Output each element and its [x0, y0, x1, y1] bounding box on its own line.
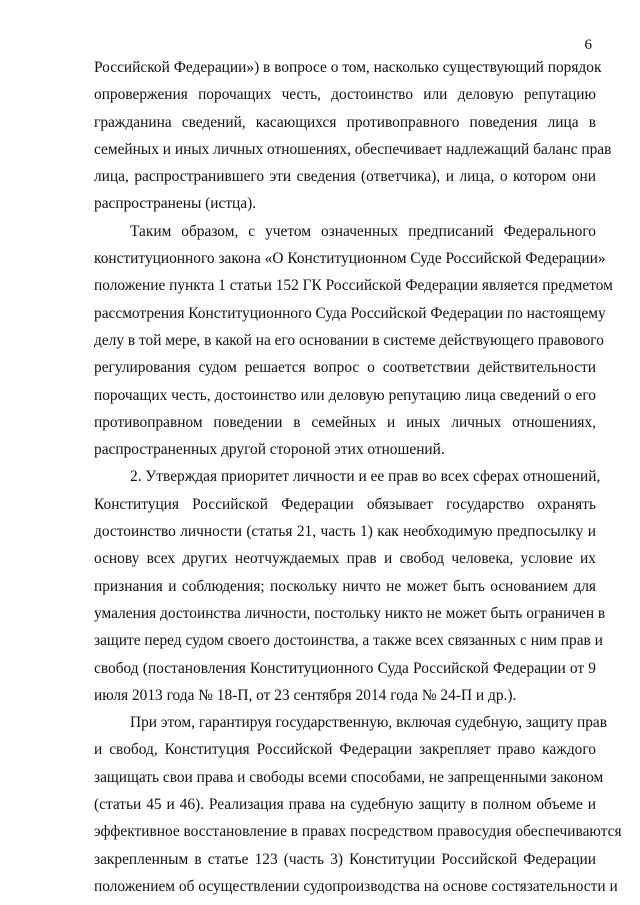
text-line: лица, распространившего эти сведения (ответчика), и лица, о котором они	[94, 168, 596, 186]
paragraph-1	[94, 54, 612, 218]
text-line: (статьи 45 и 46). Реализация права на судебную защиту в полном объеме и	[94, 796, 596, 814]
text-line: 2. Утверждая приоритет личности и ее прав во всех сферах отношений,	[130, 468, 601, 486]
text-line: защите перед судом своего достоинства, а также всех связанных с ним прав и	[94, 632, 603, 650]
text-line: распространены (истца).	[94, 195, 257, 213]
text-line: достоинство личности (статья 21, часть 1) как необходимую предпосылку и	[94, 523, 596, 541]
paragraph-3	[94, 463, 606, 709]
text-line: конституционного закона «О Конституционном Суде Российской Федерации»	[94, 250, 606, 268]
text-line: рассмотрения Конституционного Суда Российской Федерации по настоящему	[94, 304, 606, 322]
text-line: порочащих честь, достоинство или деловую репутацию лица сведений о его	[94, 386, 596, 404]
text-line: регулирования судом решается вопрос о соответствии действительности	[94, 359, 596, 377]
text-line: семейных и иных личных отношениях, обеспечивает надлежащий баланс прав	[94, 140, 612, 158]
paragraph-2	[94, 218, 613, 464]
text-line: июля 2013 года № 18-П, от 23 сентября 2014 года № 24-П и др.).	[94, 686, 517, 704]
text-line: основу всех других неотчуждаемых прав и свобод человека, условие их	[94, 550, 596, 568]
text-line: Российской Федерации») в вопросе о том, насколько существующий порядок	[94, 59, 602, 76]
text-line: При этом, гарантируя государственную, включая судебную, защиту прав	[130, 714, 608, 732]
text-line: положением об осуществлении судопроизводства на основе состязательности и	[94, 877, 618, 895]
text-line: положение пункта 1 статьи 152 ГК Российской Федерации является предметом	[94, 277, 613, 295]
text-line: признания и соблюдения; поскольку ничто не может быть основанием для	[94, 577, 596, 595]
text-line: противоправном поведении в семейных и иных личных отношениях,	[94, 413, 596, 431]
text-line: и свобод, Конституция Российской Федерации закрепляет право каждого	[94, 741, 596, 759]
text-line: защищать свои права и свободы всеми способами, не запрещенными законом	[94, 768, 604, 786]
text-line: опровержения порочащих честь, достоинство или деловую репутацию	[94, 86, 596, 104]
paragraph-4	[94, 709, 622, 900]
text-line: Таким образом, с учетом означенных предписаний Федерального	[130, 222, 596, 240]
text-line: свобод (постановления Конституционного Суда Российской Федерации от 9	[94, 659, 596, 677]
text-line: распространенных другой стороной этих отношений.	[94, 441, 445, 459]
text-line: Конституция Российской Федерации обязывает государство охранять	[94, 495, 596, 513]
text-line: эффективное восстановление в правах посредством правосудия обеспечиваются	[94, 823, 622, 841]
page-number: 6	[584, 37, 592, 53]
text-line: делу в той мере, в какой на его основании в системе действующего правового	[94, 331, 604, 349]
text-line: гражданина сведений, касающихся противоправного поведения лица в	[94, 113, 596, 131]
document-body	[94, 54, 622, 900]
text-line: закрепленным в статье 123 (часть 3) Конституции Российской Федерации	[94, 850, 596, 868]
text-line: умаления достоинства личности, постольку никто не может быть ограничен в	[94, 604, 606, 622]
